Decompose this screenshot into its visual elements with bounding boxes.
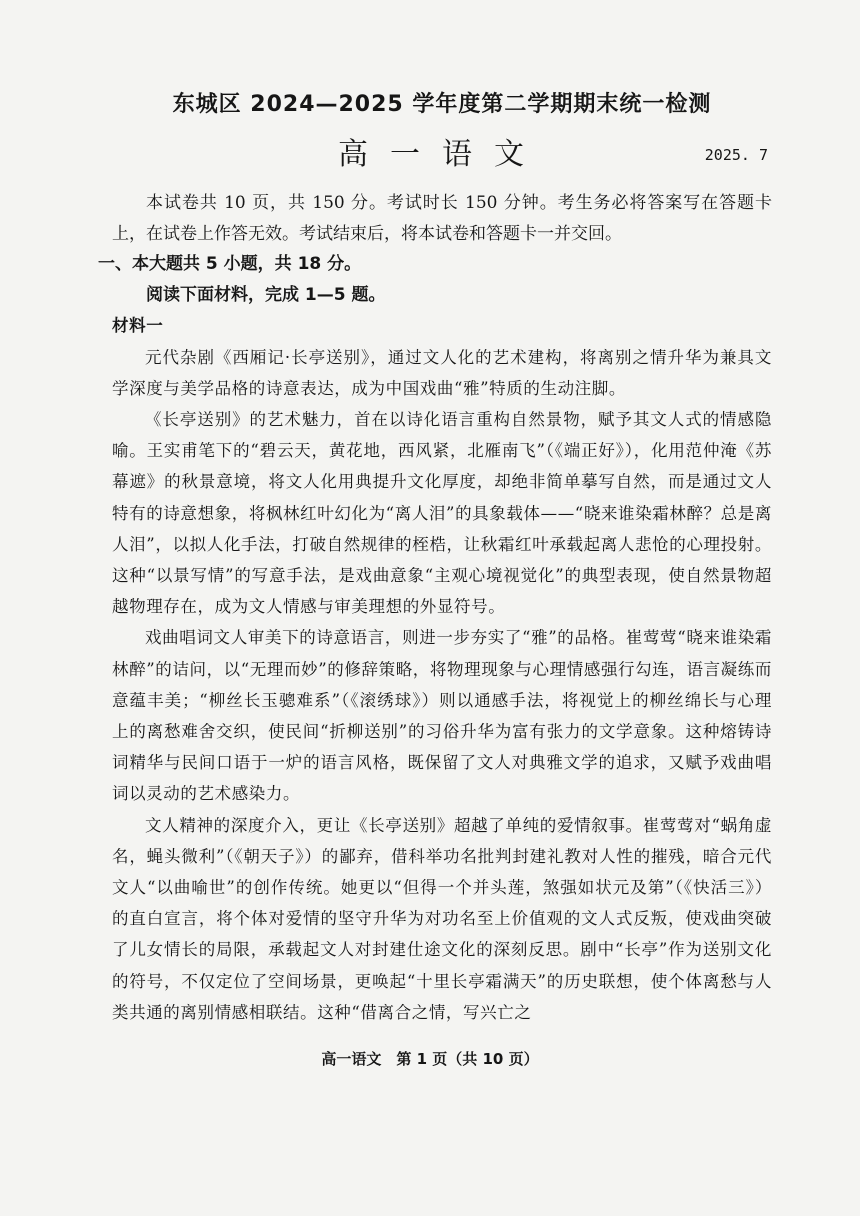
exam-title: 东城区 2024—2025 学年度第二学期期末统一检测 (172, 92, 712, 117)
subject-line (112, 130, 772, 188)
material-paragraph: 《长亭送别》的艺术魅力，首在以诗化语言重构自然景物，赋予其文人式的情感隐喻。王实甫笔下的“碧云天，黄花地，西风紧，北雁南飞”（《端正好》），化用范仲淹《苏幕遮》的秋景意境，将文人化用典提升文化厚度，却绝非简单摹写自然，而是通过文人特有的诗意想象，将枫林红叶幻化为“离人泪”的具象载体——“晓来谁染霜林醉？总是离人泪”，以拟人化手法，打破自然规律的桎梏，让秋霜红叶承载起离人悲怆的心理投射。这种“以景写情”的写意手法，是戏曲意象“主观心境视觉化”的典型表现，使自然景物超越物理存在，成为文人情感与审美理想的外显符号。 (112, 409, 772, 617)
reading-instruction: 阅读下面材料，完成 1—5 题。 (146, 284, 386, 305)
section-heading: 一、本大题共 5 小题，共 18 分。 (98, 254, 362, 275)
material-one (112, 310, 772, 1028)
material-paragraph: 戏曲唱词文人审美下的诗意语言，则进一步夯实了“雅”的品格。崔莺莺“晓来谁染霜林醉”的诘问，以“无理而妙”的修辞策略，将物理现象与心理情感强行勾连，语言凝练而意蕴丰美；“柳丝长玉骢难系”（《滚绣球》）则以通感手法，将视觉上的柳丝绵长与心理上的离愁难舍交织，使民间“折柳送别”的习俗升华为富有张力的文学意象。这种熔铸诗词精华与民间口语于一炉的语言风格，既保留了文人对典雅文学的追求，又赋予戏曲唱词以灵动的艺术感染力。 (112, 628, 772, 804)
material-paragraph: 元代杂剧《西厢记·长亭送别》，通过文人化的艺术建构，将离别之情升华为兼具文学深度与美学品格的诗意表达，成为中国戏曲“雅”特质的生动注脚。 (112, 347, 772, 398)
subject-title: 高一语文 (338, 137, 546, 172)
material-paragraph: 文人精神的深度介入，更让《长亭送别》超越了单纯的爱情叙事。崔莺莺对“蜗角虚名，蝇头微利”（《朝天子》）的鄙弃，借科举功名批判封建礼教对人性的摧残，暗合元代文人“以曲喻世”的创作传统。她更以“但得一个并头莲，煞强如状元及第”（《快活三》）的直白宣言，将个体对爱情的坚守升华为对功名至上价值观的文人式反叛，使戏曲突破了儿女情长的局限，承载起文人对封建仕途文化的深刻反思。剧中“长亭”作为送别文化的符号，不仅定位了空间场景，更唤起“十里长亭霜满天”的历史联想，使个体离愁与人类共通的离别情感相联结。这种“借离合之情，写兴亡之 (112, 815, 772, 1022)
exam-notice: 本试卷共 10 页，共 150 分。考试时长 150 分钟。考生务必将答案写在答题卡上，在试卷上作答无效。考试结束后，将本试卷和答题卡一并交回。 (112, 193, 772, 244)
exam-date: 2025. 7 (704, 146, 768, 164)
material-heading: 材料一 (112, 316, 164, 336)
page-footer: 高一语文 第 1 页（共 10 页） (321, 1050, 539, 1068)
